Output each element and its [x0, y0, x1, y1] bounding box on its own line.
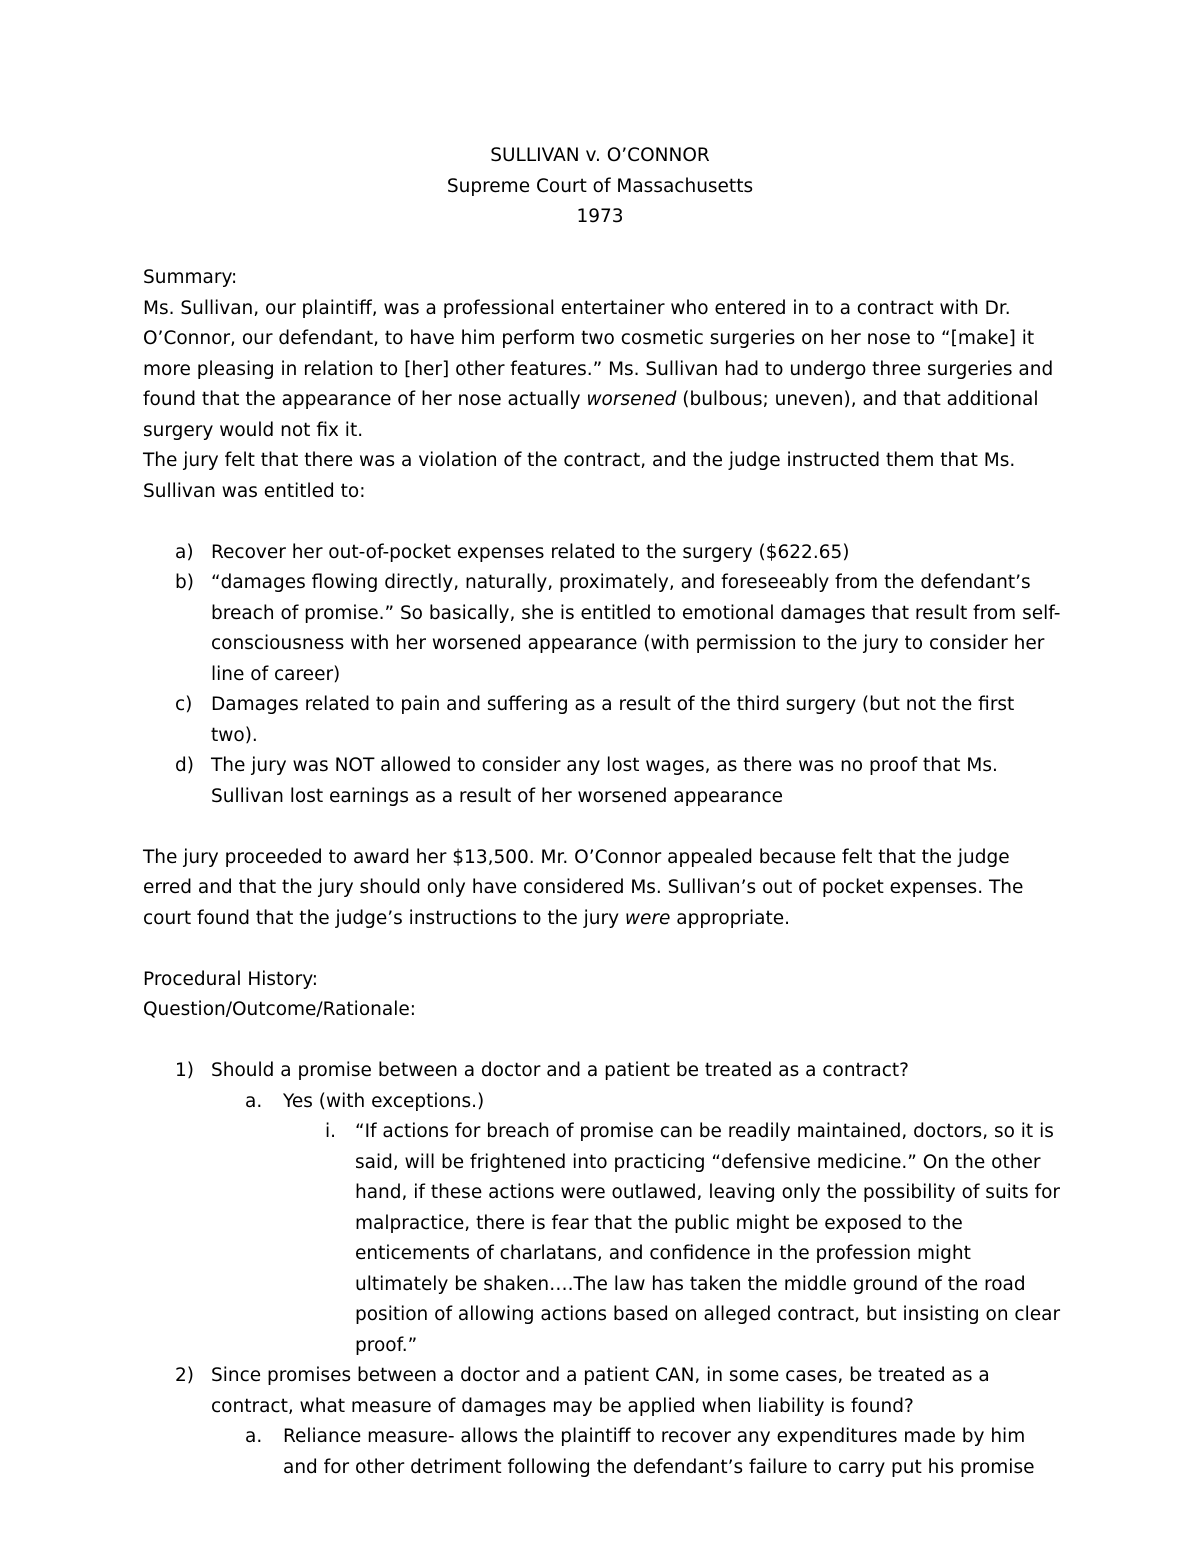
list-item — [143, 751, 1063, 812]
case-header — [0, 141, 1200, 233]
list-marker: d) — [175, 755, 194, 776]
summary-p3-text-b: appropriate. — [670, 907, 790, 929]
list-marker: a) — [175, 541, 194, 563]
procedural-history-heading: Procedural History: — [143, 968, 319, 990]
outcome-item — [143, 1087, 1063, 1118]
summary-p1-emphasis: worsened — [586, 389, 677, 410]
outcome-marker: a. — [245, 1426, 263, 1447]
case-title: SULLIVAN v. O’CONNOR — [490, 145, 710, 166]
summary-p3-text-a: The jury proceeded to award her $13,500. Mr. O’Connor appealed because felt that the judge erred and that the jury should only have considered Ms. Sullivan’s out of pocket expenses. The court found that the judge’s instructions to the jury — [143, 846, 1024, 929]
question-text: Should a promise between a doctor and a patient be treated as a contract? — [211, 1060, 909, 1081]
summary-p1-text-a: Ms. Sullivan, our plaintiff, was a professional entertainer who entered in to a contract with Dr. O’Connor, our defendant, to have him perform two cosmetic surgeries on her nose to “[make] it more pleasing in relation to [her] other features.” Ms. Sullivan had to undergo three surgeries and found that the appearance of her nose actually — [143, 297, 1054, 410]
qor-heading: Question/Outcome/Rationale: — [143, 999, 416, 1020]
list-marker: b) — [175, 572, 194, 593]
summary-paragraph-2: The jury felt that there was a violation of the contract, and the judge instructed them that Ms. Sullivan was entitled to: — [143, 450, 1016, 502]
court-name: Supreme Court of Massachusetts — [446, 175, 754, 197]
summary-p3-emphasis: were — [624, 907, 671, 929]
list-item — [143, 690, 1063, 751]
summary-paragraph-3 — [143, 843, 1063, 935]
list-item-text: Recover her out-of-pocket expenses related to the surgery ($622.65) — [211, 541, 850, 563]
instructions-list — [143, 538, 1063, 813]
case-year: 1973 — [576, 206, 624, 227]
question-item — [143, 1056, 1063, 1087]
outcome-marker: a. — [245, 1090, 263, 1112]
outcome-item — [143, 1422, 1063, 1483]
rationale-text: “If actions for breach of promise can be readily maintained, doctors, so it is said, will be frightened into practicing “defensive medicine.” On the other hand, if these actions were outlawed, leaving only the possibility of suits for malpractice, there is fear that the public might be exposed to the enticements of charlatans, and confidence in the profession might ultimately be shaken….The law has taken the middle ground of the road position of allowing actions based on alleged contract, but insisting on clear proof.” — [355, 1121, 1061, 1356]
question-marker: 2) — [175, 1365, 194, 1386]
list-marker: c) — [175, 694, 193, 715]
outcome-text: Reliance measure- allows the plaintiff to recover any expenditures made by him and for other detriment following the defendant’s failure to carry put his promise — [283, 1426, 1035, 1478]
list-item-text: “damages flowing directly, naturally, proximately, and foreseeably from the defendant’s breach of promise.” So basically, she is entitled to emotional damages that result from self-consciousness with her worsened appearance (with permission to the jury to consider her line of career) — [211, 572, 1061, 685]
list-item — [143, 568, 1063, 690]
summary-p1-text-b: (bulbous; uneven), and that additional surgery would not fix it. — [143, 389, 1039, 441]
list-item — [143, 538, 1063, 569]
list-item-text: Damages related to pain and suffering as a result of the third surgery (but not the first two). — [211, 694, 1015, 746]
question-item — [143, 1361, 1063, 1422]
outcome-text: Yes (with exceptions.) — [283, 1090, 485, 1112]
list-item-text: The jury was NOT allowed to consider any lost wages, as there was no proof that Ms. Sullivan lost earnings as a result of her worsened appearance — [211, 755, 998, 807]
document-body — [143, 263, 1063, 1483]
question-marker: 1) — [175, 1060, 194, 1081]
questions-list — [143, 1056, 1063, 1483]
summary-paragraph-1 — [143, 294, 1063, 447]
question-text: Since promises between a doctor and a patient CAN, in some cases, be treated as a contract, what measure of damages may be applied when liability is found? — [211, 1365, 990, 1417]
rationale-marker: i. — [325, 1121, 337, 1142]
rationale-item — [143, 1117, 1063, 1361]
summary-heading: Summary: — [143, 267, 238, 288]
